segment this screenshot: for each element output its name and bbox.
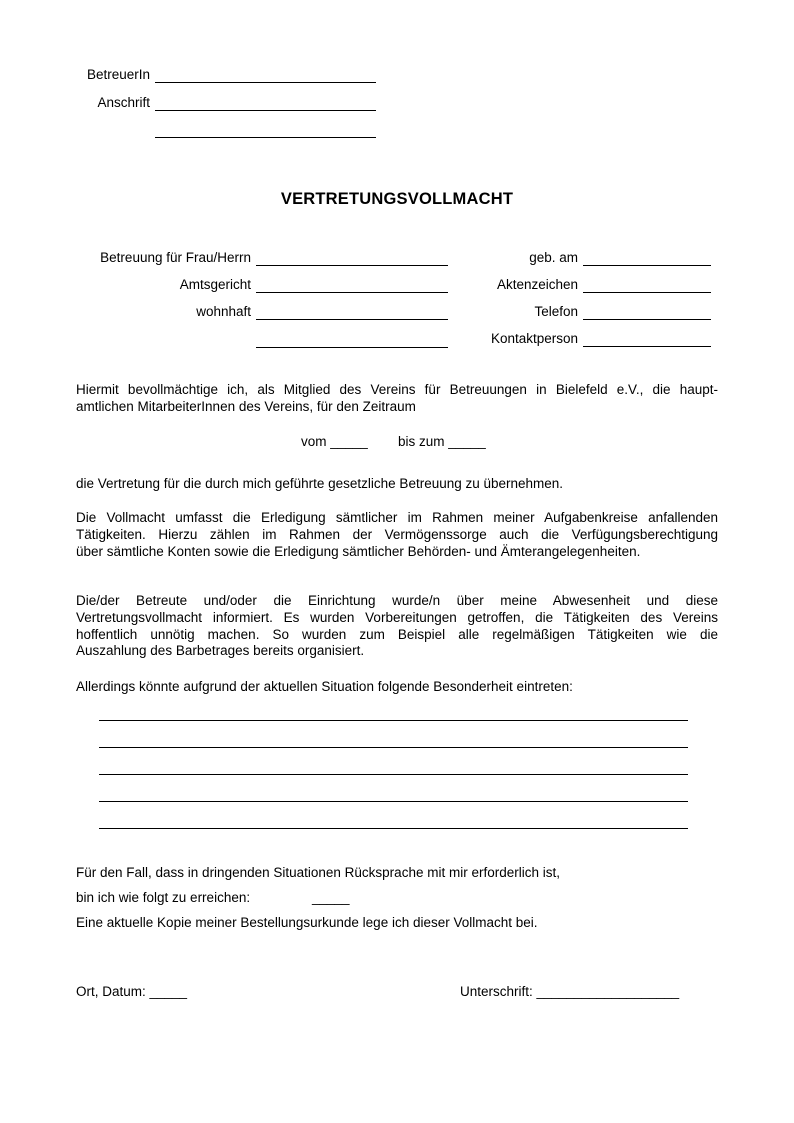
intro-line-2: amtlichen MitarbeiterInnen des Vereins, für den Zeitraum (76, 398, 416, 414)
besonderheit-text: Allerdings könnte aufgrund der aktuellen Situation folgende Besonderheit eintreten: (76, 679, 573, 694)
betreute-line-1: Die/der Betreute und/oder die Einrichtung wurde/n über meine Abwesenheit und diese (76, 593, 718, 608)
betreute-line-4: Auszahlung des Barbetrages bereits organisiert. (76, 643, 365, 659)
contact-line-1: Für den Fall, dass in dringenden Situationen Rücksprache mit mir erforderlich ist, (76, 865, 560, 880)
vollmacht-paragraph (76, 510, 718, 560)
period-bis: bis zum _____ (398, 434, 486, 449)
betreute-line-2: Vertretungsvollmacht informiert. Es wurden Vorbereitungen getroffen, die Tätigkeiten des Vereins (76, 609, 718, 625)
vertretung-paragraph: die Vertretung für die durch mich geführte gesetzliche Betreuung zu übernehmen. (76, 476, 564, 491)
document-title: VERTRETUNGSVOLLMACHT (280, 190, 514, 208)
kontaktperson-field[interactable] (583, 346, 711, 347)
contact-line-3: Eine aktuelle Kopie meiner Bestellungsurkunde lege ich dieser Vollmacht bei. (76, 915, 538, 930)
besonderheit-line-4[interactable] (99, 801, 688, 802)
betreuung-label: Betreuung für Frau/Herrn (100, 250, 251, 265)
aktenzeichen-field[interactable] (583, 292, 711, 293)
wohnhaft-label: wohnhaft (196, 304, 251, 319)
geb-label: geb. am (529, 250, 578, 265)
besonderheit-line-1[interactable] (99, 720, 688, 721)
unterschrift-field[interactable]: Unterschrift: ___________________ (460, 984, 680, 999)
anschrift-field[interactable] (155, 110, 376, 111)
vollmacht-line-3: über sämtliche Konten sowie die Erledigung sämtlicher Behörden- und Ämterangelegenheiten. (76, 543, 641, 559)
amtsgericht-label: Amtsgericht (179, 277, 251, 292)
besonderheit-line-3[interactable] (99, 774, 688, 775)
wohnhaft-field[interactable] (256, 319, 448, 320)
betreuung-field[interactable] (256, 265, 448, 266)
vollmacht-line-2: Tätigkeiten. Hierzu zählen im Rahmen der Vermögenssorge auch die Verfügungsberechtigung (76, 526, 718, 542)
vollmacht-line-1: Die Vollmacht umfasst die Erledigung sämtlicher im Rahmen meiner Aufgabenkreise anfallenden (76, 510, 718, 525)
betreute-line-3: hoffentlich unnötig machen. So wurden zum Beispiel alle regelmäßigen Tätigkeiten wie die (76, 626, 718, 642)
geb-field[interactable] (583, 265, 711, 266)
besonderheit-line-2[interactable] (99, 747, 688, 748)
wohnhaft-field-2[interactable] (256, 347, 448, 348)
contact-blank[interactable]: _____ (312, 890, 350, 905)
amtsgericht-field[interactable] (256, 292, 448, 293)
intro-line-1: Hiermit bevollmächtige ich, als Mitglied des Vereins für Betreuungen in Bielefeld e.V., die haupt- (76, 382, 718, 397)
kontaktperson-label: Kontaktperson (490, 331, 578, 346)
betreuer-label: BetreuerIn (86, 67, 150, 82)
telefon-label: Telefon (534, 304, 578, 319)
contact-line-2: bin ich wie folgt zu erreichen: (76, 890, 251, 905)
betreute-paragraph (76, 593, 718, 660)
intro-paragraph (76, 382, 718, 416)
aktenzeichen-label: Aktenzeichen (496, 277, 578, 292)
betreuer-field[interactable] (155, 82, 376, 83)
besonderheit-line-5[interactable] (99, 828, 688, 829)
period-vom: vom _____ (301, 434, 368, 449)
telefon-field[interactable] (583, 319, 711, 320)
ort-datum-field[interactable]: Ort, Datum: _____ (76, 984, 188, 999)
anschrift-label: Anschrift (97, 95, 150, 110)
anschrift-field-2[interactable] (155, 137, 376, 138)
